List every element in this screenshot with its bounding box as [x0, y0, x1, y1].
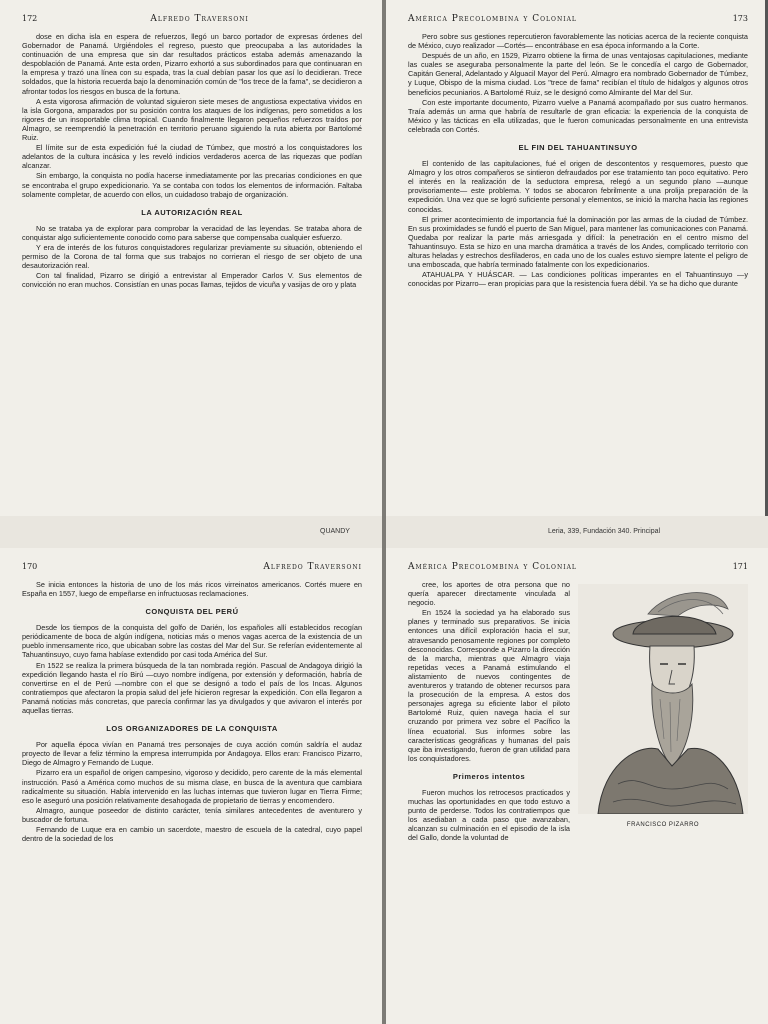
page-number: 173 — [732, 14, 748, 23]
page-173 — [386, 0, 768, 516]
page-number: 172 — [22, 14, 38, 23]
figure-caption: FRANCISCO PIZARRO — [626, 822, 700, 828]
paragraph: Se inicia entonces la historia de uno de los más ricos virreinatos americanos. Cortés muere en España en 1557, luego de empeñarse en infructuosas reclamaciones. — [22, 580, 362, 599]
section-heading: LOS ORGANIZADORES DE LA CONQUISTA — [106, 724, 278, 734]
section-heading: Primeros intentos — [452, 771, 526, 781]
paragraph: dose en dicha isla en espera de refuerzos, llegó un barco portador de expresas órdenes del Gobernador de Panamá. Urgiéndoles el regreso, puesto que preocupaba a las autoridades la continuación de una empresa que sin dar resultados prácticos estaba además amenazando la despoblación de Panamá. Ante esta orden, Pizarro exhortó a sus subordinados para que continuaran en la empresa y trazó una línea con su espada, tras la cual debían pasar los que así lo decidieran. Trece soldados, que la historia recuerda bajo la denominación común de "los trece de la fama", se decidieron a afrontar todos los riesgos en busca de la fortuna. — [22, 32, 362, 96]
section-heading: EL FIN DEL TAHUANTINSUYO — [518, 143, 638, 153]
paragraph: cree, los aportes de otra persona que no quería aparecer directamente vinculada al negocio. — [408, 580, 570, 608]
section-heading: CONQUISTA DEL PERÚ — [145, 607, 239, 617]
paragraph: En 1522 se realiza la primera búsqueda de la tan nombrada región. Pascual de Andagoya dirigió la expedición llegando hasta el río Birú —cuyo nombre indígena, por extensión y deformación, habría de convertirse en el de Perú —nombre con el que se designó a todo el país de los Incas. Algunos contratiempos que afectaron la propia salud del jefe hicieron regresar la expedición. Con ella llegaron a Panamá noticias más concretas, que parecía confirmar las ya divulgados y que avivaron el interés por aquellas tierras. — [22, 660, 362, 716]
paragraph: Fueron muchos los retrocesos practicados y muchas las oportunidades en que todo estuvo a punto de perderse. Todos los contratiempos que los asediaban a cada paso que avanzaban, alcanzan su culminación en el episodio de la isla del Gallo, donde la voluntad de — [408, 787, 570, 843]
page-header — [408, 562, 748, 572]
page-header — [22, 14, 362, 24]
paragraph: Desde los tiempos de la conquista del golfo de Darién, los españoles allí establecidos recogían periódicamente de boca de algún indígena, noticias más o menos vagas acerca de la existencia de un pueblo inmensamente rico, que ubicaban sobre las costas del Mar del Sur. Se referían evidentemente al Tahuantinsuyo, cuyo fama habíase extendido por casi toda América del Sur. — [22, 623, 362, 660]
pizarro-portrait-image — [578, 584, 748, 814]
page-header — [22, 562, 362, 572]
page-172 — [0, 0, 382, 516]
page-number: 170 — [22, 562, 38, 571]
paragraph: Por aquella época vivían en Panamá tres personajes de cuya acción común saldría el audaz proyecto de llevar a feliz término la empresa interrumpida por Andagoya. Ellos eran: Francisco Pizarro, Diego de Almagro y Fernando de Luque. — [22, 740, 362, 768]
paragraph: Y era de interés de los futuros conquistadores regularizar previamente su situación, obteniendo el permiso de la Corona de tal forma que sus trabajos no corrieran el riesgo de ser objeto de una desautorización real. — [22, 242, 362, 271]
page-body — [22, 32, 362, 289]
paragraph: Con tal finalidad, Pizarro se dirigió a entrevistar al Emperador Carlos V. Sus elementos de convicción no eran muchos. Consistían en unas pocas llamas, tejidos de vicuña y vasijas de oro y plata — [22, 271, 362, 290]
paragraph: Fernando de Luque era en cambio un sacerdote, maestro de escuela de la catedral, cuyo papel dentro de la sociedad de los — [22, 824, 362, 844]
paragraph: Pizarro era un español de origen campesino, vigoroso y decidido, pero carente de la más elemental instrucción. Pasó a América como muchos de su misma clase, en busca de la aventura que cambiara radicalmente su situación. Había intervenido en las luchas internas que tuvieron lugar en Tierra Firme; eso le aseguró una posición relativamente desahogada de propietario de tierras y encomendero. — [22, 768, 362, 805]
section-heading: LA AUTORIZACIÓN REAL — [141, 207, 243, 217]
book-spine-shadow — [382, 0, 386, 1024]
page-body — [408, 32, 748, 288]
bleed-through-text: QUANDY — [320, 528, 350, 535]
paragraph: El contenido de las capitulaciones, fué el origen de descontentos y resquemores, puesto que Almagro y los otros compañeros se sintieron defraudados por ese tratamiento tan poco equitativo. Pero el interés en la realización de la seductora empresa, relegó a un segundo plano —aunque provisoriamente— este problema. Y todos se abocaron febrilmente a una prolija preparación de la expedición. Una vez que se logró suficiente personal y elementos, se inició la marcha hacia las regiones conocidas. — [408, 159, 748, 214]
page-body — [408, 580, 748, 842]
bleed-through-text: Leria, 339, Fundación 340. Principal — [548, 528, 661, 535]
paragraph: No se trataba ya de explorar para comprobar la veracidad de las leyendas. Se trataba ahora de conquistar algo suficientemente conocido como para saberse que compensaba cualquier esfuerzo. — [22, 223, 362, 242]
paragraph: Con este importante documento, Pizarro vuelve a Panamá acompañado por sus cuatro hermanos. Traía además un arma que habría de resultarle de gran eficacia: la experiencia de la conquista de México y las tácticas en ella utilizadas, que le fueron comunicadas personalmente en una entrevista celebrada con Cortés. — [408, 97, 748, 134]
paragraph: ATAHUALPA Y HUÁSCAR. — Las condiciones políticas imperantes en el Tahuantinsuyo —y conocidas por Pizarro— eran propicias para que la resistencia fuera débil. Ya se ha dicho que durante — [408, 270, 748, 289]
page-171 — [386, 548, 768, 1024]
paragraph: En 1524 la sociedad ya ha elaborado sus planes y terminado sus preparativos. Se inicia entonces una difícil exploración hacia el sur, atravesando penosamente regiones por completo desconocidas. Corresponde a Pizarro la dirección de la marcha, mientras que Almagro viaja repetidas veces a Panamá estimulando el alistamiento de nuevos contingentes de aventureros y tratando de obtener recursos para la prosecución de la empresa. A estos dos personajes agrega su eficiente labor el piloto Bartolomé Ruiz, quien navega hacia el sur cruzando por primera vez sobre el Pacífico la línea ecuatorial. Sus informes sobre las características geográficas y humanas del país que iba investigando, fueron de gran utilidad para los conquistadores. — [408, 608, 570, 763]
paragraph: El primer acontecimiento de importancia fué la dominación por las armas de la ciudad de Túmbez. En sus proximidades se fundó el puerto de San Miguel, para mantener las comunicaciones con Panamá. Quedaba por realizar la parte más arriesgada y difícil: la penetración en el centro mismo del Tahuantinsuyo. Esta se hizo en una marcha dramática a través de los Andes, complicado territorio con alturas heladas y estrechos desfiladeros, en cada uno de los cuales estuvo siempre latente el peligro de una emboscada, que habría terminado fatalmente con los expedicionarios. — [408, 214, 748, 270]
page-number: 171 — [732, 562, 748, 571]
running-head: América Precolombina y Colonial — [408, 562, 577, 572]
page-header — [408, 14, 748, 24]
paragraph: Sin embargo, la conquista no podía hacerse inmediatamente por las precarias condiciones en que se encontraba el grupo expedicionario. Ya se contaba con todos los elementos de información. Faltaba solamente completar, de acuerdo con ellos, un cuidadoso trabajo de organización. — [22, 171, 362, 199]
page-body — [22, 580, 362, 843]
paragraph: A esta vigorosa afirmación de voluntad siguieron siete meses de angustiosa expectativa vividos en la isla Gorgona, amparados por su posición contra los ataques de los indígenas, pero sometidos a los rigores de un insoportable clima tropical. Cuando finalmente llegaron pequeños refuerzos traídos por Almagro, se reemprendió la penetración en territorio peruano siguiendo la ruta abierta por Bartolomé Ruiz. — [22, 96, 362, 143]
running-head: Alfredo Traversoni — [150, 14, 249, 24]
paragraph: Pero sobre sus gestiones repercutieron favorablemente las noticias acerca de la reciente conquista de México, cuyo realizador —Cortés— encontrábase en esa época informando a la Corte. — [408, 32, 748, 51]
running-head: América Precolombina y Colonial — [408, 14, 577, 24]
paragraph: Almagro, aunque poseedor de distinto carácter, tenía similares antecedentes de aventurero y buscador de fortuna. — [22, 805, 362, 824]
paragraph: Después de un año, en 1529, Pizarro obtiene la firma de unas ventajosas capitulaciones, mediante las cuales se aseguraba personalmente la parte del león. Se le concedía el cargo de Gobernador, Capitán General, Adelantado y Alguacil Mayor del Perú. Almagro era nombrado Gobernador de Túmbez, y Luque, Obispo de la misma ciudad. Los "trece de fama" recibían el título de hidalgos y algunos otros beneficios pecuniarios. A Bartolomé Ruiz, se le designó como Almirante del Mar del Sur. — [408, 51, 748, 97]
portrait-figure — [578, 584, 748, 828]
page-170 — [0, 548, 382, 1024]
running-head: Alfredo Traversoni — [263, 562, 362, 572]
paragraph: El límite sur de esta expedición fué la ciudad de Túmbez, que mostró a los conquistadores los adelantos de la cultura incásica y les reveló indicios verdaderos acerca de las riquezas que podían alcanzar. — [22, 143, 362, 171]
